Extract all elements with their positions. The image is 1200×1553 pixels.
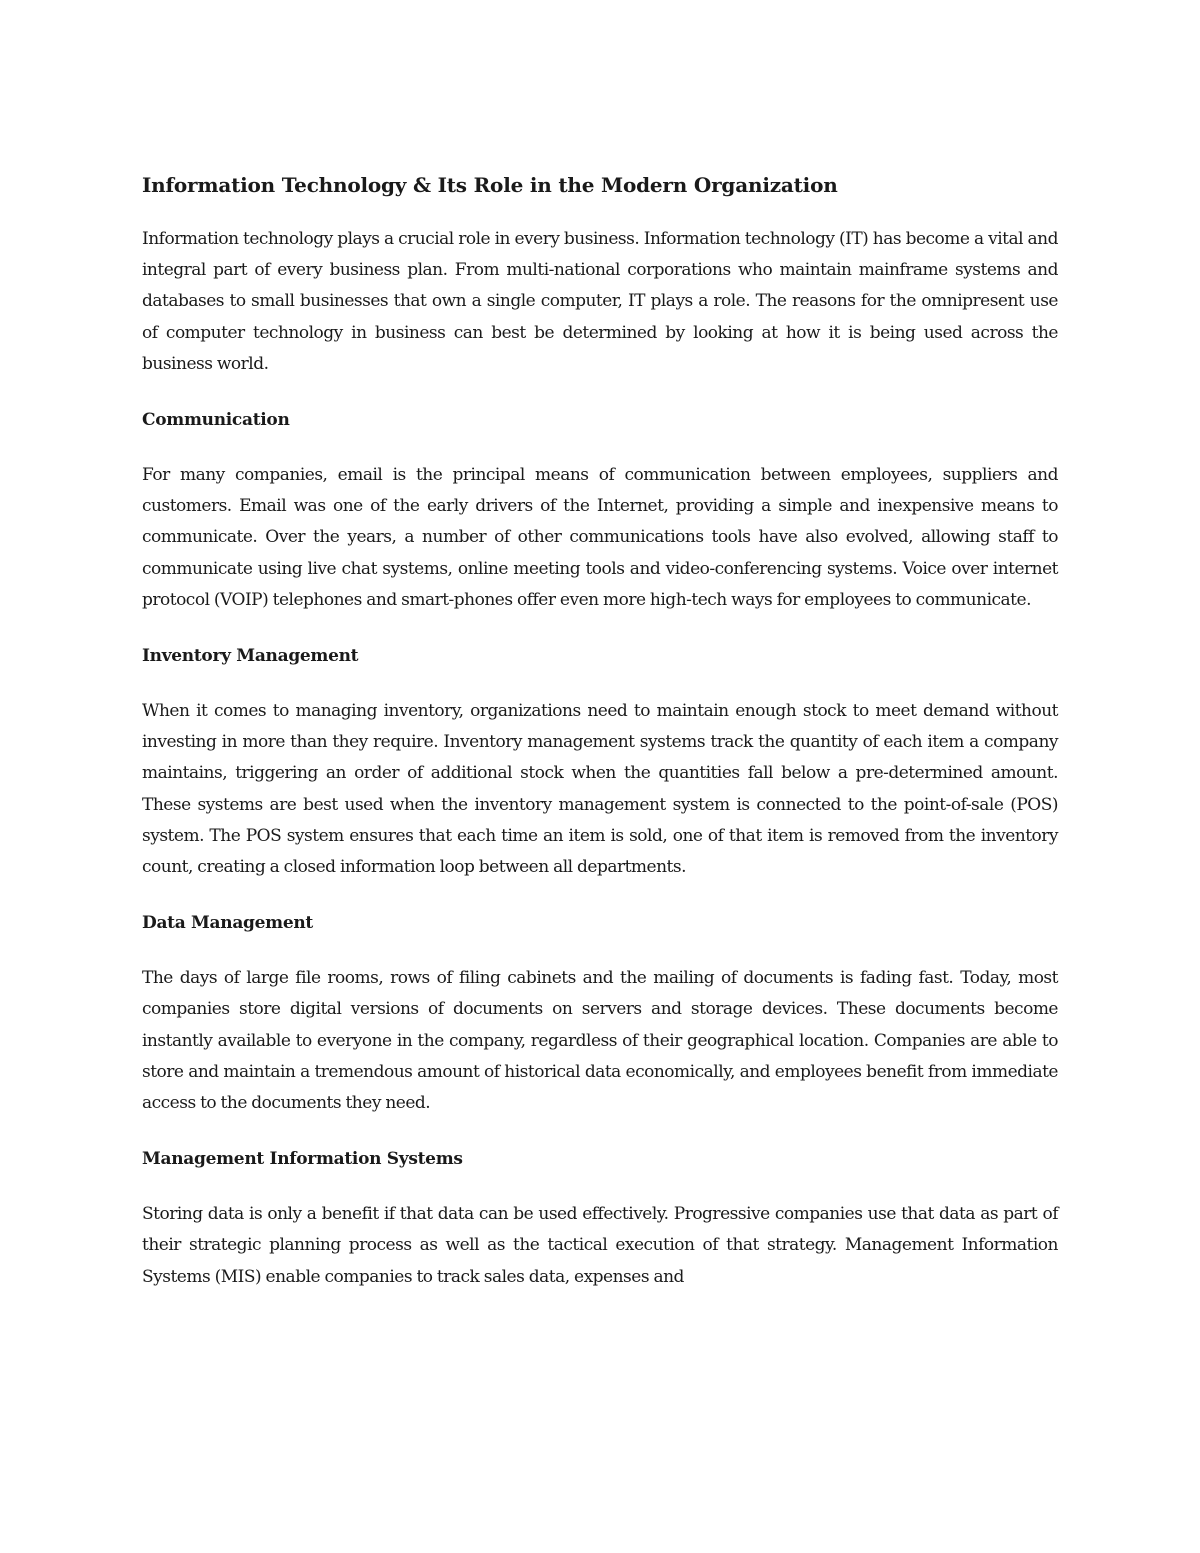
document-title: Information Technology & Its Role in the Modern Organization — [142, 173, 838, 197]
section-body-inventory-management: When it comes to managing inventory, organizations need to maintain enough stock to meet demand without investing in more than they require. Inventory management systems track the quantity of each item a company maintains, triggering an order of additional stock when the quantities fall below a pre-determined amount. These systems are best used when the inventory management system is connected to the point-of-sale (POS) system. The POS system ensures that each time an item is sold, one of that item is removed from the inventory count, creating a closed information loop between all departments. — [142, 701, 1058, 878]
document-page — [142, 168, 1058, 1317]
section-body-data-management: The days of large file rooms, rows of filing cabinets and the mailing of documents is fading fast. Today, most companies store digital versions of documents on servers and storage devices. These documents become instantly available to everyone in the company, regardless of their geographical location. Companies are able to store and maintain a tremendous amount of historical data economically, and employees benefit from immediate access to the documents they need. — [142, 968, 1058, 1114]
section-heading-inventory-management: Inventory Management — [142, 646, 359, 667]
section-heading-data-management: Data Management — [142, 913, 313, 934]
section-body-management-information-systems: Storing data is only a benefit if that data can be used effectively. Progressive companies use that data as part of their strategic planning process as well as the tactical execution of that strategy. Management Information Systems (MIS) enable companies to track sales data, expenses and — [142, 1204, 1058, 1287]
section-body-communication: For many companies, email is the principal means of communication between employees, suppliers and customers. Email was one of the early drivers of the Internet, providing a simple and inexpensive means to communicate. Over the years, a number of other communications tools have also evolved, allowing staff to communicate using live chat systems, online meeting tools and video-conferencing systems. Voice over internet protocol (VOIP) telephones and smart-phones offer even more high-tech ways for employees to communicate. — [142, 465, 1058, 610]
section-heading-management-information-systems: Management Information Systems — [142, 1149, 463, 1170]
intro-paragraph: Information technology plays a crucial role in every business. Information technology (IT) has become a vital and integral part of every business plan. From multi-national corporations who maintain mainframe systems and databases to small businesses that own a single computer, IT plays a role. The reasons for the omnipresent use of computer technology in business can best be determined by looking at how it is being used across the business world. — [142, 229, 1058, 374]
section-heading-communication: Communication — [142, 410, 290, 431]
